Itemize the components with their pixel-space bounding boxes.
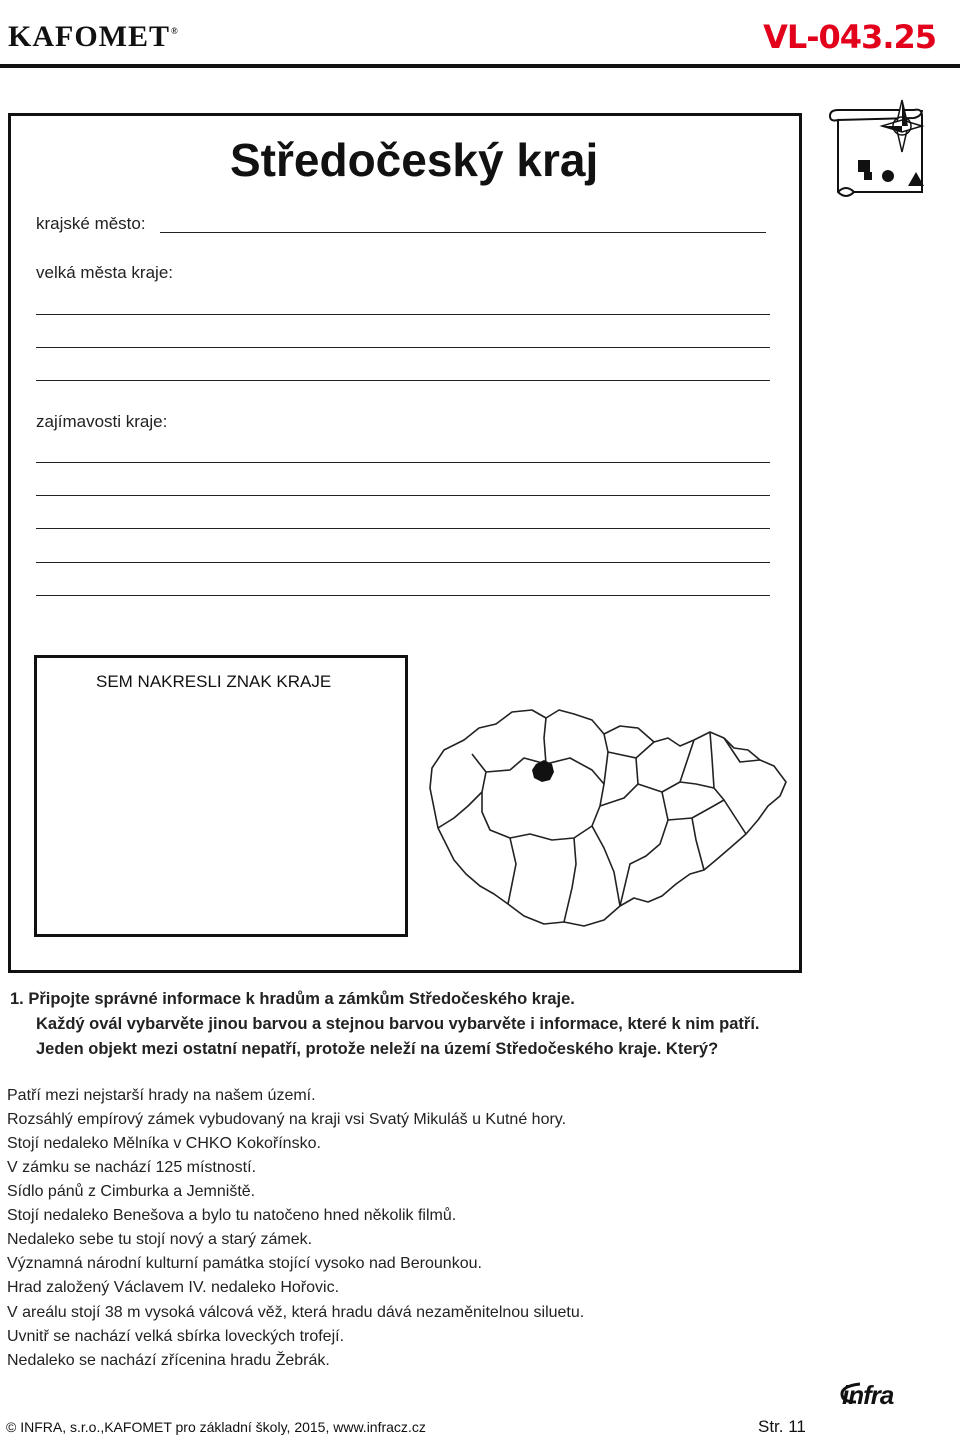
castle-info-item[interactable]: Nedaleko se nachází zřícenina hradu Žebrák. — [7, 1352, 330, 1369]
copyright-text: © INFRA, s.r.o.,KAFOMET pro základní školy, 2015, www.infracz.cz — [6, 1419, 426, 1435]
region-border — [592, 826, 620, 906]
sights-label: zajímavosti kraje: — [36, 412, 168, 431]
region-border — [438, 754, 486, 828]
castle-info-item[interactable]: Patří mezi nejstarší hrady na našem území. — [7, 1087, 316, 1104]
castle-info-item[interactable]: Rozsáhlý empírový zámek vybudovaný na kraji vsi Svatý Mikuláš u Kutné hory. — [7, 1111, 567, 1128]
region-border — [544, 718, 546, 764]
registered-mark: ® — [171, 26, 179, 36]
castle-info-item[interactable]: Nedaleko sebe tu stojí nový a starý zámek. — [7, 1231, 313, 1248]
castle-info-item[interactable]: Uvnitř se nachází velká sbírka loveckých trofejí. — [7, 1328, 345, 1345]
region-border — [564, 838, 576, 922]
infra-logo: infra — [842, 1380, 894, 1410]
region-border — [692, 818, 704, 870]
map-scroll-compass-icon — [824, 96, 934, 206]
region-border — [608, 742, 654, 758]
infra-swoosh-icon — [838, 1382, 862, 1404]
big-cities-answer-line[interactable] — [36, 380, 770, 381]
sights-answer-line[interactable] — [36, 462, 770, 463]
sights-answer-line[interactable] — [36, 528, 770, 529]
castle-info-item[interactable]: V zámku se nachází 125 místností. — [7, 1159, 257, 1176]
region-border — [680, 782, 724, 800]
city-answer-line[interactable] — [160, 232, 766, 233]
exercise-line-2: Každý ovál vybarvěte jinou barvou a stejnou barvou vybarvěte i informace, které k nim patří. — [36, 1015, 760, 1033]
castle-info-item[interactable]: V areálu stojí 38 m vysoká válcová věž, která hradu dává nezaměnitelnou siluetu. — [7, 1304, 585, 1321]
coat-of-arms-drawing-box[interactable] — [34, 655, 408, 937]
region-border — [620, 792, 668, 906]
region-border — [668, 800, 746, 834]
region-border — [710, 732, 714, 788]
sights-answer-line[interactable] — [36, 562, 770, 563]
exercise-line-1: 1. Připojte správné informace k hradům a zámkům Středočeského kraje. — [10, 990, 575, 1008]
czech-regions-map — [424, 688, 794, 938]
country-outline — [430, 710, 786, 926]
page-number: Str. 11 — [758, 1417, 806, 1436]
big-cities-answer-line[interactable] — [36, 314, 770, 315]
kafomet-logo — [8, 20, 179, 54]
region-border — [604, 734, 608, 784]
castle-info-item[interactable]: Sídlo pánů z Cimburka a Jemniště. — [7, 1183, 256, 1200]
header-divider — [0, 64, 960, 68]
city-label: krajské město: — [36, 214, 146, 233]
drawing-box-label: SEM NAKRESLI ZNAK KRAJE — [96, 672, 332, 691]
sights-answer-line[interactable] — [36, 595, 770, 596]
castle-info-item[interactable]: Hrad založený Václavem IV. nedaleko Hořovic. — [7, 1279, 340, 1296]
brand-name: KAFOMET — [8, 20, 170, 53]
castle-info-item[interactable]: Stojí nedaleko Mělníka v CHKO Kokořínsko. — [7, 1135, 321, 1152]
page-title: Středočeský kraj — [230, 134, 599, 186]
big-cities-answer-line[interactable] — [36, 347, 770, 348]
region-border — [724, 738, 760, 762]
exercise-line-3: Jeden objekt mezi ostatní nepatří, protože neleží na území Středočeského kraje. Který? — [36, 1040, 719, 1058]
sights-answer-line[interactable] — [36, 495, 770, 496]
worksheet-code: VL-043.25 — [763, 18, 936, 56]
region-border — [508, 838, 516, 904]
castle-info-item[interactable]: Stojí nedaleko Benešova a bylo tu natočeno hned několik filmů. — [7, 1207, 457, 1224]
big-cities-label: velká města kraje: — [36, 263, 173, 282]
castle-info-item[interactable]: Významná národní kulturní památka stojící vysoko nad Berounkou. — [7, 1255, 482, 1272]
